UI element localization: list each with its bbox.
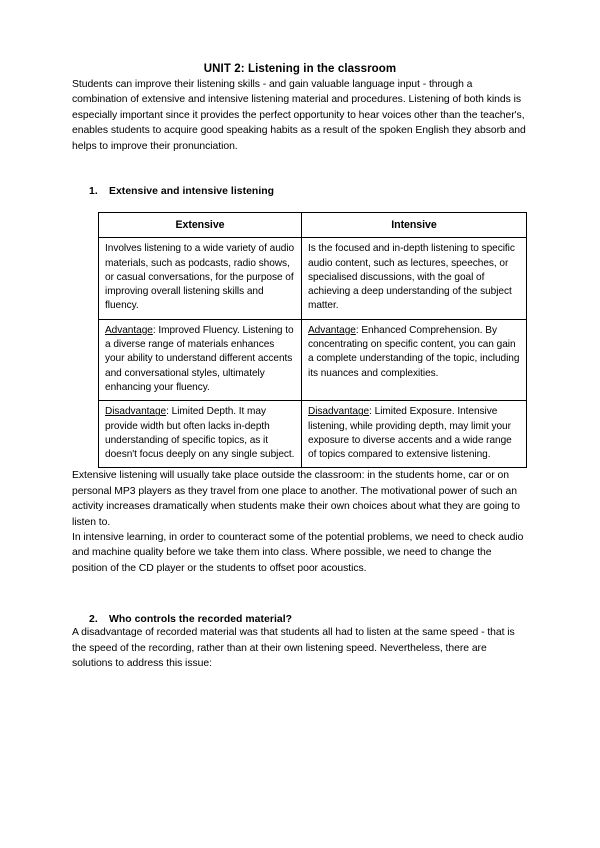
paragraph-extensive-listening: Extensive listening will usually take place outside the classroom: in the students home, car or on personal MP3 players as they travel from one place to another. The motivational power of such an activity increases dramatically when students make their own choices about what they are going to listen to. [72,470,520,528]
table-row [99,319,527,400]
cell-extensive-disadvantage [99,401,302,468]
cell-text: : Limited Exposure. Intensive listening, while providing depth, may limit your exposure to diverse accents and a wide range of topics compared to extensive listening. [308,406,512,461]
paragraph-recorded-material: A disadvantage of recorded material was that students all had to listen at the same speed - that is the speed of the recording, rather than at their own listening speed. Nevertheless, there are solutions to address this issue: [72,627,515,670]
cell-text: : Improved Fluency. Listening to a diverse range of materials enhances your ability to understand different accents and conversational styles, ultimately enhancing your fluency. [105,324,294,393]
cell-label-advantage: Advantage [308,324,356,336]
cell-intensive-advantage [302,319,527,400]
section-1-heading-wrap [72,186,528,197]
paragraph-intensive-learning: In intensive learning, in order to counteract some of the potential problems, we need to check audio and machine quality before we take them into class. Where possible, we need to change the position of the CD player or the students to offset poor acoustics. [72,532,524,574]
cell-extensive-advantage [99,319,302,400]
section-number-2: 2. [89,614,98,626]
section-title-2: Who controls the recorded material? [109,614,293,626]
table-header-row [99,212,527,237]
section-number-1: 1. [89,185,98,197]
cell-label-disadvantage: Disadvantage [105,406,167,418]
table-row [99,401,527,468]
cell-extensive-definition [99,238,302,319]
section-heading-2 [72,614,528,625]
cell-text: : Enhanced Comprehension. By concentrating on specific content, you can gain a complete understanding of the topic, including its nuances and complexities. [308,324,520,379]
page-title: UNIT 2: Listening in the classroom [203,63,397,75]
section-2-heading-wrap [72,614,528,625]
cell-text: : Limited Depth. It may provide width but often lacks in-depth understanding of specific topics, as it doesn't focus deeply on any single subject. [105,406,295,461]
cell-label-disadvantage: Disadvantage [308,406,370,418]
section-heading-1 [72,186,528,197]
section-title-1: Extensive and intensive listening [109,185,275,197]
extensive-intensive-table [98,212,527,468]
cell-label-advantage: Advantage [105,324,153,336]
cell-text: Is the focused and in-depth listening to specific audio content, such as lectures, speeches, or specialised discussions, with the goal of achieving a deep understanding of the subject matter. [308,243,515,312]
cell-intensive-disadvantage [302,401,527,468]
table-row [99,238,527,319]
cell-intensive-definition [302,238,527,319]
intro-paragraph: Students can improve their listening skills - and gain valuable language input - through a combination of extensive and intensive listening material and procedures. Listening of both kinds is especially important since it provides the perfect opportunity to hear voices other than the teacher's, enables students to acquire good speaking habits as a result of the spoken English they absorb and helps to improve their pronunciation. [72,78,526,152]
column-header-extensive: Extensive [99,212,302,237]
cell-text: Involves listening to a wide variety of audio materials, such as podcasts, radio shows, or casual conversations, for the purpose of improving overall listening skills and fluency. [105,243,295,312]
column-header-intensive: Intensive [302,212,527,237]
